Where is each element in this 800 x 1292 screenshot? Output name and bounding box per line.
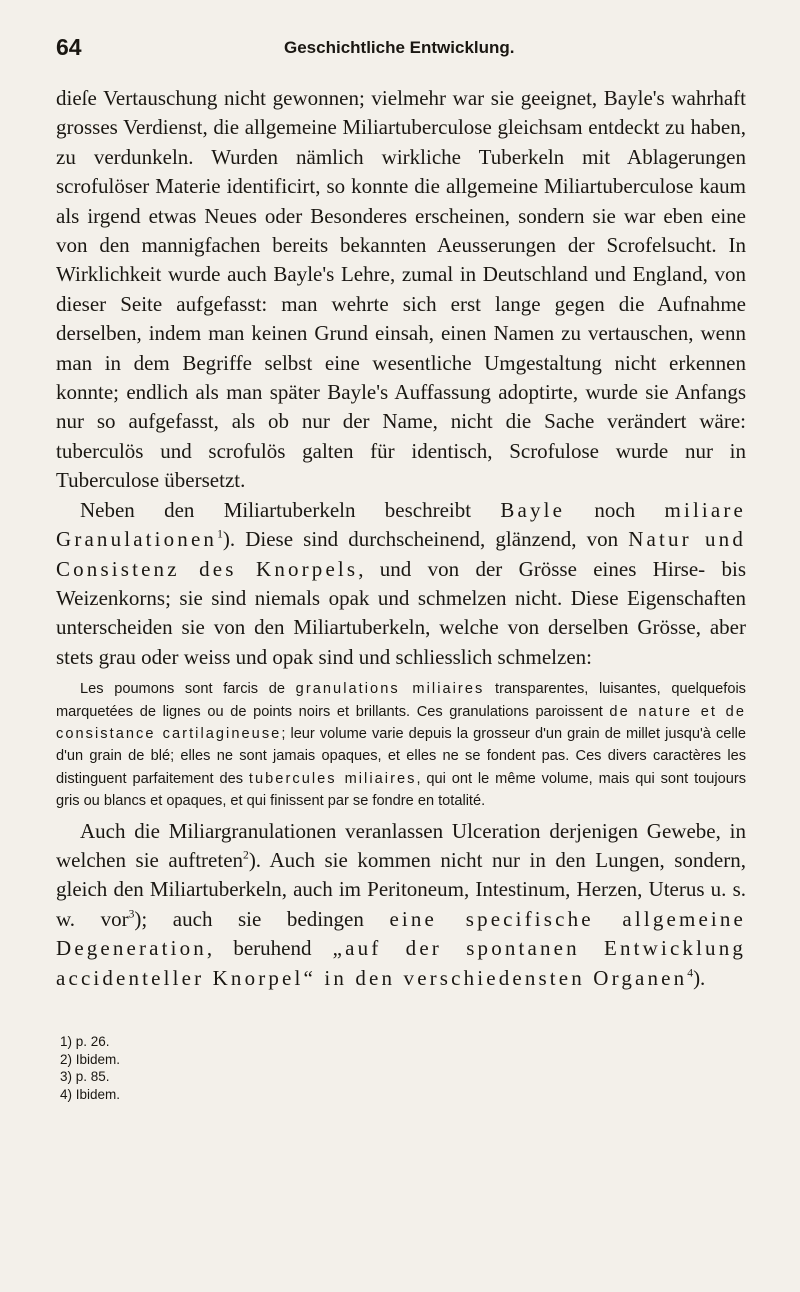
author-name-spaced: Bayle — [500, 497, 566, 522]
footnote-3: 3) p. 85. — [60, 1069, 110, 1084]
paragraph-3-text-g: , beruhend — [206, 936, 333, 961]
paragraph-2-text-c: noch — [565, 497, 665, 522]
quote-text-a: Les poumons sont farcis de — [80, 681, 296, 698]
quote-text-e: ; leur volume varie depuis la grosseur d'un grain de millet jusqu'à celle d'un grain de blé; elles ne sont jamais opaques, et elles ne se fondent pas. Ces divers caractères les distinguent parfaitement des — [56, 725, 746, 787]
footnote-ref-3: 3 — [128, 908, 135, 921]
paragraph-2-text-h: , und von der Grösse eines Hirse- bis Weizenkorns; sie sind niemals opak und schmelzen nicht. Diese Eigenschaften unterscheiden sie von den Miliartuberkeln, welche von derselben Grösse, aber stets grau oder weiss und opak sind und schliesslich schmelzen: — [56, 556, 746, 669]
paragraph-3-text-e: ); auch sie bedingen — [134, 906, 390, 931]
quote-emphasis-tubercules: tubercules miliaires — [248, 770, 417, 787]
quote-emphasis-granulations: granulations miliaires — [295, 681, 485, 698]
footnotes — [56, 1033, 746, 1103]
paragraph-3-text-c: ). Auch sie kommen nicht nur in den Lungen, sondern, gleich den Miliartuberkeln, auch im Peritoneum, Intestinum, Herzen, Uterus u. s. w. vor — [56, 847, 746, 931]
footnote-ref-1: 1 — [217, 528, 223, 541]
footnote-ref-2: 2 — [243, 849, 249, 862]
running-head — [56, 34, 746, 64]
quote-text-g: , qui ont le même volume, mais qui sont toujours gris ou blancs et opaques, et qui finissent par se fondre en totalité. — [56, 770, 746, 810]
quote-text-c: transparentes, luisantes, quelquefois marquetées de lignes ou de points noirs et brillants. Ces granulations paroissent — [56, 681, 746, 720]
footnote-ref-4: 4 — [687, 966, 694, 979]
paragraph-2-text-f: ). Diese sind durchscheinend, glänzend, von — [222, 527, 629, 552]
paragraph-3 — [56, 817, 746, 993]
footnote-1: 1) p. 26. — [60, 1034, 110, 1049]
paragraph-3-text-j: ). — [693, 965, 706, 990]
paragraph-1: dieſe Vertauschung nicht gewonnen; vielmehr war sie geeignet, Bayle's wahrhaft grosses Verdienst, die allgemeine Miliartuberculose gleichsam entdeckt zu haben, zu verdunkeln. Wurden nämlich wirkliche Tuberkeln mit Ablagerungen scrofulöser Materie identificirt, so konnte die allgemeine Miliartuberculose kaum als irgend etwas Neues oder Besonderes erscheinen, sondern sie war eben eine von den mannigfachen bereits bekannten Aeusserungen der Scrofelsucht. In Wirklichkeit wurde auch Bayle's Lehre, zumal in Deutschland und England, von dieser Seite aufgefasst: man wehrte sich erst lange gegen die Aufnahme derselben, indem man keinen Grund einsah, einen Namen zu vertauschen, wenn man in dem Begriffe selbst eine wesentliche Umgestaltung nicht erkennen konnte; endlich als man später Bayle's Auffassung adoptirte, wurde sie Anfangs nur so aufgefasst, als ob nur der Name, nicht die Sache verändert wäre: tuberculös und scrofulös galten für identisch, Scrofulose wurde nur in Tuberculose übersetzt. — [56, 86, 746, 493]
quote-emphasis-nature: de nature et de consistance cartilagineuse — [56, 703, 747, 742]
emphasis-knorpel: „auf der spontanen Entwicklung accidenteller Knorpel“ in den verschiedensten Organen — [56, 936, 746, 990]
running-title: Geschichtliche Entwicklung. — [284, 38, 515, 57]
body-text — [56, 84, 746, 993]
paragraph-2-text-a: Neben den Miliartuberkeln beschreibt — [80, 497, 501, 522]
footnote-2: 2) Ibidem. — [60, 1051, 121, 1067]
emphasis-miliare-granulationen: miliare Granulationen — [56, 497, 746, 552]
page-number: 64 — [56, 34, 82, 60]
emphasis-degeneration: eine specifische allgemeine Degeneration — [56, 906, 747, 961]
paragraph-2 — [56, 496, 746, 672]
footnote-4: 4) Ibidem. — [60, 1086, 121, 1102]
emphasis-natur-consistenz: Natur und Consistenz des Knorpels — [56, 527, 746, 581]
paragraph-3-text-a: Auch die Miliargranulationen veranlassen Ulceration derjenigen Gewebe, in welchen sie auftreten — [56, 818, 746, 872]
french-quotation — [56, 678, 746, 812]
